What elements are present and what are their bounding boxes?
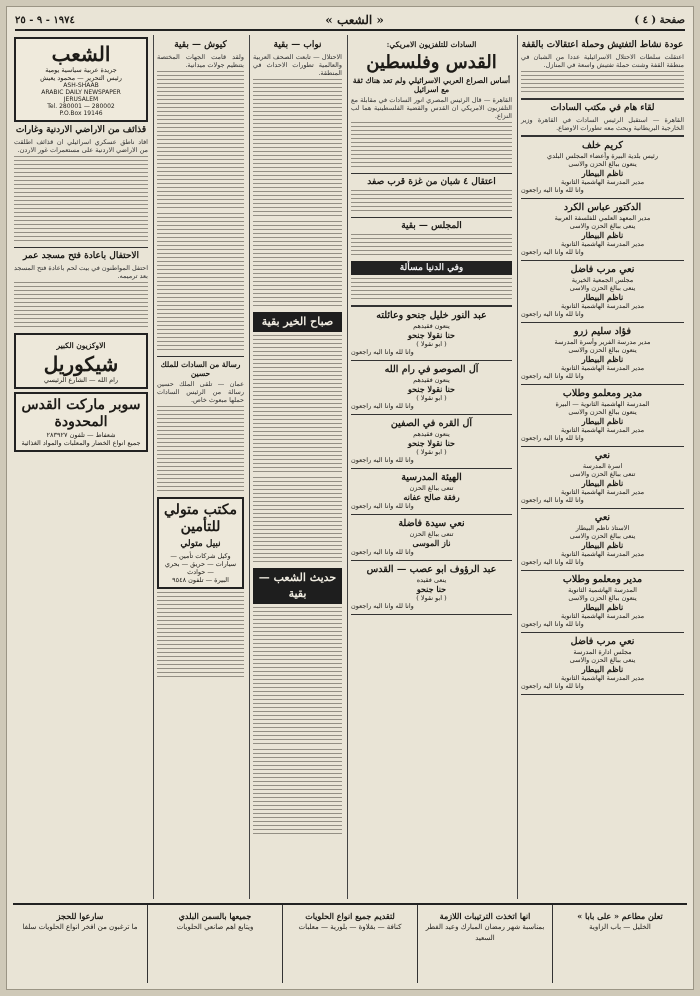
footer-ad-title: سارعوا للحجز — [56, 911, 104, 921]
obituary — [521, 326, 684, 380]
supermarket-sub: شعفاط — تلفون ٢٨٣٩٢٧ — [46, 431, 116, 439]
obituary-name: نعي — [594, 450, 611, 461]
issue-date: ١٩٧٤ - ٩ - ٢٥ — [15, 14, 75, 26]
obituary-deceased-role: مدير المدرسة الهاشمية الثانوية — [560, 178, 645, 186]
insurance-ad-title: مكتب متولي للتأمين — [164, 502, 237, 535]
page-header — [15, 11, 685, 31]
obituary-text: تنعى ببالغ الحزن — [409, 484, 454, 492]
obituary-text: ينعون ببالغ الحزن والاسى — [568, 594, 637, 602]
obituary — [521, 264, 684, 318]
obituary — [351, 310, 512, 356]
footer-ad-sub: بمناسبة شهر رمضان المبارك وعيد الفطر السعيد — [425, 923, 545, 942]
obituary-text: ينعون ببالغ الحزن والاسى — [568, 160, 637, 168]
column-3 — [249, 35, 345, 899]
lead-body: اعتقلت سلطات الاحتلال الاسرائيلية عددا من الشبان في منطقة القفة وشنت حملة تفتيش واسعة في المنازل. — [521, 53, 684, 69]
text-lines — [14, 156, 148, 244]
col5-story1-title: قذائف من الاراضي الاردنية وغارات — [15, 125, 147, 135]
obituary-closing: وانا لله وانا اليه راجعون — [351, 548, 414, 556]
text-lines — [521, 71, 684, 95]
text-lines — [253, 221, 342, 309]
col4-story2-title: رسالة من السادات للملك حسين — [160, 360, 241, 378]
masthead-en-5: P.O.Box 19146 — [59, 110, 103, 117]
obituary-deceased-role: مدير المدرسة الهاشمية الثانوية — [560, 240, 645, 248]
footer-ad — [147, 905, 282, 983]
obituary-deceased-role: مدير المدرسة الهاشمية الثانوية — [560, 488, 645, 496]
obituary-closing: وانا لله وانا اليه راجعون — [521, 310, 584, 318]
obituary-name: فؤاد سليم زرو — [574, 326, 631, 337]
text-lines — [253, 749, 342, 837]
obituary-closing: وانا لله وانا اليه راجعون — [521, 372, 584, 380]
footer-ad-title: تعلن مطاعم « على بابا » — [577, 911, 663, 921]
obituary-deceased-role: مدير المدرسة الهاشمية الثانوية — [560, 674, 645, 682]
insurance-ad-name: نبيل متولي — [180, 539, 221, 549]
obituary-deceased: حنا جنحو — [416, 584, 447, 594]
obituary-name: آل الصوصو في رام الله — [384, 364, 479, 375]
masthead-en-1: ASH-SHAAB — [63, 82, 99, 89]
footer-ad — [13, 905, 147, 983]
insurance-ad-phone: البيرة — تلفون ٩٥٤٨ — [172, 576, 229, 584]
obituaries-list-2 — [351, 310, 512, 615]
chicorel-name: شيكوريل — [43, 352, 119, 376]
col3-title: نواب — بقية — [273, 40, 322, 50]
obituary-closing: وانا لله وانا اليه راجعون — [521, 682, 584, 690]
obituary-role: المدرسة الهاشمية الثانوية — البيرة — [555, 400, 650, 408]
masthead-logo: الشعب — [51, 42, 111, 66]
footer-ad-sub: ما ترغبون من افخر انواع الحلويات سلفا — [22, 923, 138, 931]
text-lines — [157, 213, 244, 353]
obituary-deceased-role: مدير المدرسة الهاشمية الثانوية — [560, 426, 645, 434]
obituary-deceased: ناظم البيطار — [581, 602, 624, 612]
obituary — [351, 564, 512, 610]
masthead-editor: رئيس التحرير — محمود يعيش — [40, 74, 122, 82]
obituary — [351, 364, 512, 410]
obituary-deceased: ناظم البيطار — [581, 478, 624, 488]
obituary — [521, 140, 684, 194]
text-lines — [351, 190, 512, 214]
obituary-closing: وانا لله وانا اليه راجعون — [351, 456, 414, 464]
obituary-closing: وانا لله وانا اليه راجعون — [521, 496, 584, 504]
footer-ad — [552, 905, 687, 983]
text-lines — [253, 607, 342, 747]
obituary-note: ( ابو نقولا ) — [416, 448, 447, 456]
text-lines — [351, 122, 512, 170]
masthead-en-4: Tel. 280001 — 280002 — [47, 103, 115, 110]
paper-name: « الشعب » — [325, 13, 384, 27]
banner-people-talk: حديث الشعب — بقية — [253, 568, 342, 604]
col5-story2-body: احتفل المواطنون في بيت لحم باعادة فتح المسجد بعد ترميمه. — [14, 264, 148, 280]
column-5 — [11, 35, 151, 899]
obituary-name: نعي سيدة فاضلة — [398, 518, 465, 529]
supermarket-title: سوبر ماركت القدس المحدودة — [21, 397, 141, 430]
footer-ad-sub: ويتابع اهم صانعي الحلويات — [176, 923, 254, 931]
obituary-closing: وانا لله وانا اليه راجعون — [351, 348, 414, 356]
obituary-text: ينعى ببالغ الحزن والاسى — [569, 532, 636, 540]
columns — [13, 35, 687, 899]
obituary-closing: وانا لله وانا اليه راجعون — [521, 434, 584, 442]
obituary-text: ينعى ببالغ الحزن والاسى — [569, 284, 636, 292]
obituary-closing: وانا لله وانا اليه راجعون — [521, 186, 584, 194]
supermarket-ad — [14, 392, 148, 452]
obituary-role: مجلس الجمعية الخيرية — [571, 276, 634, 284]
obituary-closing: وانا لله وانا اليه راجعون — [351, 502, 414, 510]
obituary-role: مجلس ادارة المدرسة — [573, 648, 632, 656]
footer-ad-title: انها اتخذت الترتيبات اللازمة — [439, 911, 531, 921]
chicorel-address: رام الله — الشارع الرئيسي — [43, 376, 119, 384]
footer-ad — [417, 905, 552, 983]
obituary-role: رئيس بلدية البيرة وأعضاء المجلس البلدي — [547, 152, 658, 160]
obituary-role: مدير مدرسة الفرير وأسرة المدرسة — [554, 338, 651, 346]
obituary-role: مدير المعهد العلمي للفلسفة العربية — [554, 214, 651, 222]
obituary — [521, 512, 684, 566]
obituary-closing: وانا لله وانا اليه راجعون — [521, 248, 584, 256]
obituary — [521, 202, 684, 256]
obituary-closing: وانا لله وانا اليه راجعون — [351, 402, 414, 410]
text-lines — [14, 282, 148, 330]
footer-ads — [13, 903, 687, 983]
text-lines — [253, 477, 342, 565]
obituary-role: المدرسة الهاشمية الثانوية — [568, 586, 637, 594]
insurance-ad — [157, 497, 244, 589]
obituary-text: ينعون ببالغ الحزن والاسى — [568, 408, 637, 416]
obituary-role: اسرة المدرسة — [582, 462, 623, 470]
obituary-name: نعي مرب فاضل — [570, 264, 635, 275]
obituary-deceased-role: مدير المدرسة الهاشمية الثانوية — [560, 550, 645, 558]
obituary-name: نعي مرب فاضل — [570, 636, 635, 647]
col4-title: كيوش — بقية — [174, 40, 227, 50]
column-1 — [517, 35, 687, 899]
col5-story2-title: الاحتفال باعادة فتح مسجد عمر — [22, 251, 140, 261]
obituary-deceased: ناظم البيطار — [581, 664, 624, 674]
text-lines — [351, 278, 512, 302]
column-4 — [153, 35, 247, 899]
obituary-deceased: ناز الموسى — [412, 538, 451, 548]
subhead: أساس الصراع العربي الاسرائيلي ولم تعد هناك ثقة مع اسرائيل — [352, 76, 511, 94]
obituary-name: مدير ومعلمو وطلاب — [562, 388, 643, 399]
obituary-deceased: حنا نقولا جنحو — [408, 330, 455, 340]
obituary-text: ينعى ببالغ الحزن والاسى — [569, 656, 636, 664]
text-lines — [253, 335, 342, 475]
obituary-deceased-role: مدير المدرسة الهاشمية الثانوية — [560, 612, 645, 620]
obituary-name: نعي — [594, 512, 611, 523]
obituary — [351, 472, 512, 510]
col4-body: ولقد قامت الجهات المختصة بتنظيم جولات ميدانية. — [157, 53, 244, 69]
headline: القدس وفلسطين — [366, 52, 497, 73]
obituary-closing: وانا لله وانا اليه راجعون — [521, 558, 584, 566]
obituary-deceased-role: مدير المدرسة الهاشمية الثانوية — [560, 364, 645, 372]
obituary-text: ينعون فقيدهم — [413, 322, 450, 330]
footer-ad-sub: الخليل — باب الزاوية — [589, 923, 651, 931]
chicorel-ad — [14, 333, 148, 389]
column-2 — [347, 35, 515, 899]
lead2-body: القاهرة — استقبل الرئيس السادات في القاهرة وزير الخارجية البريطانية وبحث معه تطورات الاوضاع. — [521, 116, 684, 132]
story2-title: اعتقال ٤ شبان من غزة قرب صفد — [367, 177, 496, 187]
obituary-name: كريم خلف — [582, 140, 623, 151]
obituaries-list — [521, 140, 684, 695]
obituary-note: ( ابو نقولا ) — [416, 594, 447, 602]
col4-story2-body: عمان — تلقى الملك حسين رسالة من الرئيس السادات حملها مبعوث خاص. — [157, 380, 244, 404]
text-lines — [157, 71, 244, 211]
insurance-ad-body: وكيل شركات تأمين — سيارات — حريق — بحري — حوادث — [164, 552, 237, 576]
obituary-note: ( ابو نقولا ) — [416, 394, 447, 402]
obituary-deceased: ناظم البيطار — [581, 168, 624, 178]
footer-ad-title: جميعها بالسمن البلدي — [178, 911, 252, 921]
box-title: وفي الدنيا مسألة — [351, 261, 512, 275]
obituary-text: تنعى ببالغ الحزن والاسى — [569, 470, 636, 478]
obituary-deceased: ناظم البيطار — [581, 354, 624, 364]
obituary — [521, 636, 684, 690]
text-lines — [253, 79, 342, 219]
obituary-deceased-role: مدير المدرسة الهاشمية الثانوية — [560, 302, 645, 310]
masthead-en-3: JERUSALEM — [63, 96, 99, 103]
obituary — [521, 388, 684, 442]
lead2-title: لقاء هام في مكتب السادات — [550, 103, 655, 113]
obituary-note: ( ابو نقولا ) — [416, 340, 447, 348]
masthead-en-2: ARABIC DAILY NEWSPAPER — [41, 89, 121, 96]
page-number: صفحة ( ٤ ) — [634, 14, 685, 26]
obituary — [351, 518, 512, 556]
headline-body: القاهرة — قال الرئيس المصري انور السادات في مقابلة مع التلفزيون الامريكي ان القدس والقضية الفلسطينية هما لب النزاع. — [351, 96, 512, 120]
obituary-text: ينعون فقيدهم — [413, 376, 450, 384]
story3-title: المجلس — بقية — [401, 221, 462, 231]
obituary-deceased: ناظم البيطار — [581, 230, 624, 240]
obituary-text: ينعى ببالغ الحزن والاسى — [569, 222, 636, 230]
text-lines — [351, 234, 512, 258]
obituary-text: ينعون فقيدهم — [413, 430, 450, 438]
obituary — [521, 574, 684, 628]
footer-ad-sub: كنافة — بقلاوة — بلورية — معلبات — [298, 923, 402, 931]
obituary-deceased: ناظم البيطار — [581, 292, 624, 302]
col3-body: الاحتلال — تابعت الصحف العربية والعالمية تطورات الاحداث في المنطقة. — [253, 53, 342, 77]
obituary-deceased: حنا نقولا جنحو — [408, 384, 455, 394]
footer-ad-title: لتقديم جميع انواع الحلويات — [305, 911, 395, 921]
kicker: السادات للتلفزيون الامريكي: — [386, 40, 477, 49]
newspaper-page — [6, 6, 694, 990]
obituary — [351, 418, 512, 464]
obituary-name: آل القره في الصفين — [390, 418, 473, 429]
obituary-name: عبد الرؤوف ابو عصب — القدس — [366, 564, 497, 575]
chicorel-brand: الاوكزيون الكبير — [56, 341, 106, 350]
footer-ad — [282, 905, 417, 983]
col5-story1-body: افاد ناطق عسكري اسرائيلي ان قذائف اطلقت من الاراضي الاردنية على مستعمرات غور الاردن. — [14, 138, 148, 154]
obituary-text: ينعون ببالغ الحزن والاسى — [568, 346, 637, 354]
obituary — [521, 450, 684, 504]
masthead-sub: جريدة عربية سياسية يومية — [45, 66, 117, 74]
obituary-closing: وانا لله وانا اليه راجعون — [351, 602, 414, 610]
text-lines — [157, 406, 244, 494]
obituary-name: مدير ومعلمو وطلاب — [562, 574, 643, 585]
obituary-text: ينعى فقيده — [416, 576, 447, 584]
text-lines — [157, 592, 244, 680]
obituary-text: تنعى ببالغ الحزن — [409, 530, 454, 538]
supermarket-body: جميع انواع الخضار والمعلبات والمواد الغذائية — [21, 439, 141, 447]
masthead — [14, 37, 148, 122]
obituary-deceased: حنا نقولا جنحو — [408, 438, 455, 448]
obituary-deceased: ناظم البيطار — [581, 540, 624, 550]
banner-good-morning: صباح الخير بقية — [253, 312, 342, 332]
obituary-deceased: رفقة صالح عفانه — [403, 492, 460, 502]
lead-title: عودة نشاط التفتيش وحملة اعتقالات بالقفة — [521, 40, 684, 50]
obituary-name: الهيئة المدرسية — [401, 472, 462, 483]
obituary-deceased: ناظم البيطار — [581, 416, 624, 426]
obituary-closing: وانا لله وانا اليه راجعون — [521, 620, 584, 628]
obituary-role: الاستاذ ناظم البيطار — [575, 524, 630, 532]
obituary-name: الدكتور عباس الكرد — [563, 202, 642, 213]
obituary-name: عبد النور خليل جنحو وعائلته — [376, 310, 487, 321]
